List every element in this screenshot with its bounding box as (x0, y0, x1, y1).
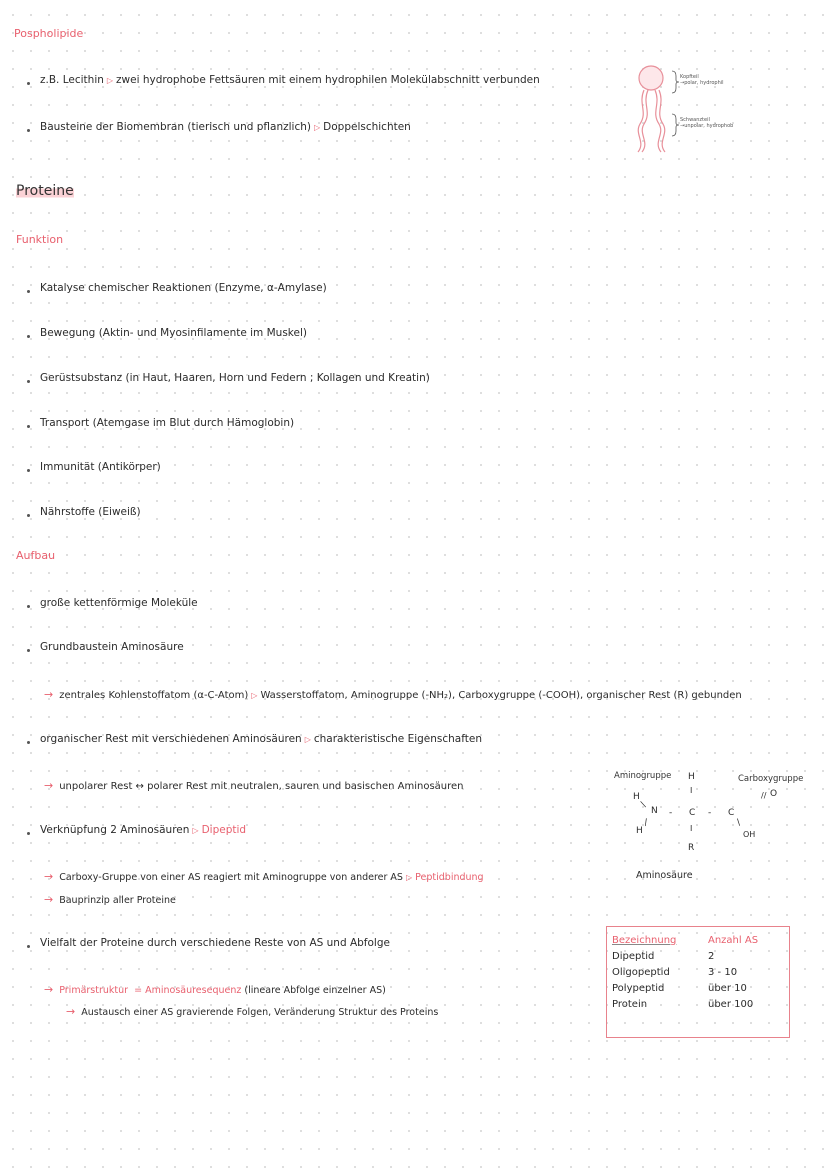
list-item: Bewegung (Aktin- und Myosinfilamente im Muskel) (40, 327, 307, 339)
atom-c: C (689, 808, 696, 818)
caption-aminosaeure: Aminosäure (636, 870, 693, 881)
sub-item: → unpolarer Rest ↔ polarer Rest mit neutralen, sauren und basischen Aminosäuren (44, 779, 464, 792)
bullet (27, 82, 30, 85)
atom-oh: OH (743, 830, 756, 839)
brace-icon (670, 70, 680, 94)
list-item: Bausteine der Biomembran (tierisch und pflanzlich) ▷ Doppelschichten (40, 121, 411, 133)
table-header: Anzahl AS (708, 935, 759, 946)
bullet (27, 649, 30, 652)
sub-item: → Carboxy-Gruppe von einer AS reagiert mit Aminogruppe von anderer AS ▷ Peptidbindung (44, 870, 484, 883)
bullet (27, 290, 30, 293)
bullet (27, 425, 30, 428)
list-item: Transport (Atemgase im Blut durch Hämoglobin) (40, 417, 295, 429)
list-item: große kettenförmige Moleküle (40, 597, 198, 609)
list-item: Verknüpfung 2 Aminosäuren ▷ Dipeptid (40, 824, 247, 836)
table-cell: Oligopeptid (612, 967, 670, 978)
bullet (27, 380, 30, 383)
list-item: Katalyse chemischer Reaktionen (Enzyme, α-Amylase) (40, 282, 327, 294)
table-header: Bezeichnung (612, 935, 677, 946)
section-title-proteine: Proteine (16, 183, 74, 199)
table-row (610, 965, 758, 981)
sub-sub-item: → Austausch einer AS gravierende Folgen, Veränderung Struktur des Proteins (66, 1005, 439, 1018)
table-row (610, 997, 758, 1013)
sub-item: → Bauprinzip aller Proteine (44, 893, 176, 906)
diagram-head-label: Kopfteil →polar, hydrophil (680, 74, 724, 86)
table-header-row (610, 933, 758, 949)
list-item: Gerüstsubstanz (in Haut, Haaren, Horn und Federn ; Kollagen und Kreatin) (40, 372, 430, 384)
bond: - (669, 808, 673, 818)
diagram-tail-label: Schwanzteil →unpolar, hydrophob (680, 117, 734, 129)
sub-item: → Primärstruktur = Aminosäuresequenz (lineare Abfolge einzelner AS) (44, 983, 386, 996)
bullet (27, 741, 30, 744)
bullet (27, 605, 30, 608)
table-cell: Dipeptid (612, 951, 655, 962)
atom-r: R (688, 843, 695, 853)
atom-n: N (651, 806, 658, 816)
atom-o: O (770, 789, 778, 799)
subsection-title-aufbau: Aufbau (16, 549, 56, 562)
bullet (27, 129, 30, 132)
bullet (27, 469, 30, 472)
table-cell: über 10 (708, 983, 747, 994)
atom-c: C (728, 808, 735, 818)
table-cell: 2 (708, 951, 715, 962)
list-item: z.B. Lecithin ▷ zwei hydrophobe Fettsäuren mit einem hydrophilen Molekülabschnitt verbunden (40, 74, 540, 86)
table-cell: über 100 (708, 999, 754, 1010)
atom-h: H (633, 792, 640, 802)
list-item: organischer Rest mit verschiedenen Aminosäuren ▷ charakteristische Eigenschaften (40, 733, 482, 745)
bullet (27, 335, 30, 338)
bullet (27, 945, 30, 948)
table-cell: Protein (612, 999, 648, 1010)
list-item: Vielfalt der Proteine durch verschiedene Reste von AS und Abfolge (40, 937, 390, 949)
table-row (610, 981, 758, 997)
list-item: Nährstoffe (Eiweiß) (40, 506, 141, 518)
bond: \ (737, 818, 741, 828)
list-item: Grundbaustein Aminosäure (40, 641, 184, 653)
bond: - (708, 808, 712, 818)
bullet (27, 514, 30, 517)
sub-item: → zentrales Kohlenstoffatom (α-C-Atom) ▷ Wasserstoffatom, Aminogruppe (-NH₂), Carboxygruppe (-COOH), organischer Rest (R) gebunden (44, 688, 742, 701)
label-carboxygruppe: Carboxygruppe (738, 774, 804, 784)
table-row (610, 949, 758, 965)
atom-h: H (636, 826, 643, 836)
bond: I (690, 786, 693, 795)
subsection-title-funktion: Funktion (16, 233, 64, 246)
bond: \ (642, 817, 650, 829)
bullet (27, 832, 30, 835)
bond: \ (640, 799, 648, 811)
list-item: Immunität (Antikörper) (40, 461, 161, 473)
table-cell: Polypeptid (612, 983, 665, 994)
table-cell: 3 - 10 (708, 967, 738, 978)
brace-icon (670, 113, 680, 137)
bond-double: // (761, 791, 767, 800)
atom-h: H (688, 772, 695, 782)
bond: I (690, 824, 693, 833)
peptide-table (606, 926, 790, 1038)
section-title-phospholipide: Pospholipide (14, 27, 84, 40)
label-aminogruppe: Aminogruppe (614, 771, 672, 781)
